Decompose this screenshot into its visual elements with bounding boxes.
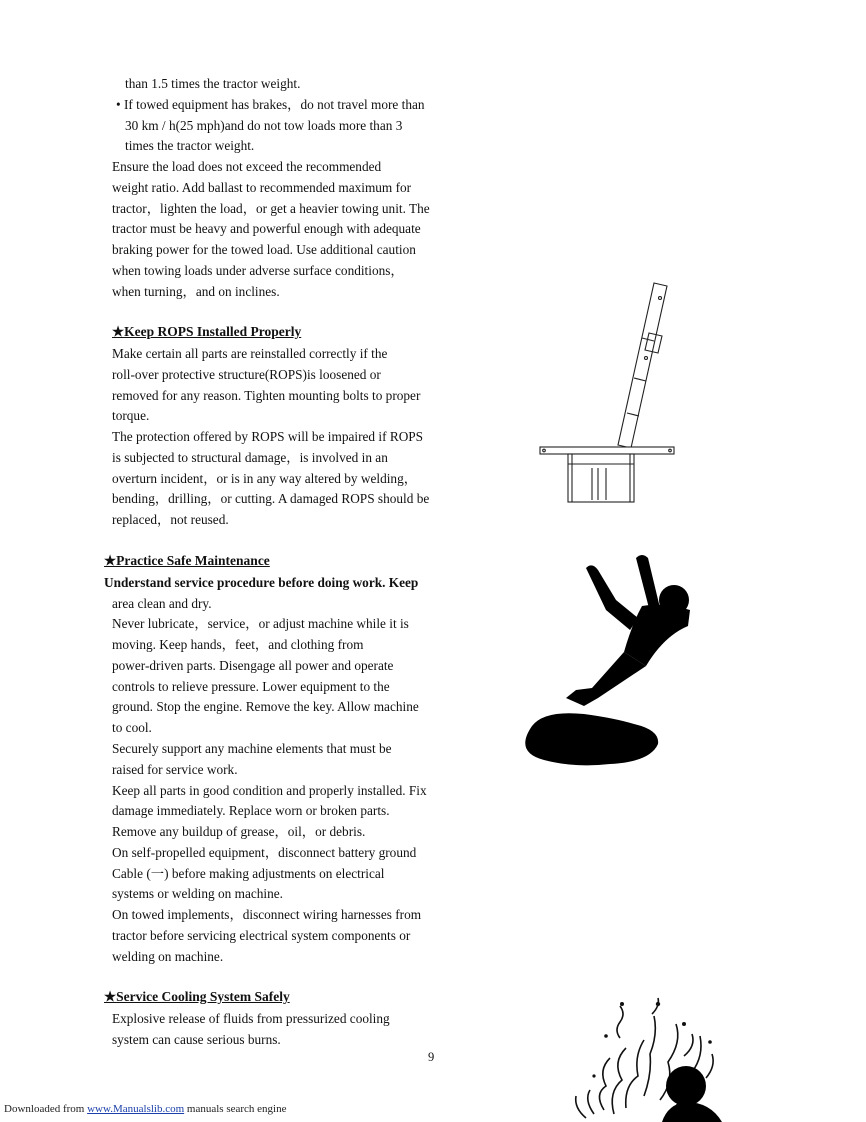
- download-footer: [4, 1103, 286, 1115]
- text-line: On self-propelled equipment，disconnect battery ground: [112, 845, 417, 860]
- text-line: Explosive release of fluids from pressurized cooling: [112, 1011, 390, 1026]
- text-line: bending，drilling，or cutting. A damaged ROPS should be: [112, 491, 430, 506]
- text-line: Cable (一) before making adjustments on electrical: [112, 866, 385, 881]
- text-line: On towed implements，disconnect wiring harnesses from: [112, 907, 422, 922]
- text-line: removed for any reason. Tighten mounting bolts to proper: [112, 388, 421, 403]
- text-line: to cool.: [112, 720, 152, 735]
- text-line: when towing loads under adverse surface conditions，: [112, 263, 404, 278]
- text-line: torque.: [112, 408, 150, 423]
- text-line: overturn incident，or is in any way altered by welding，: [112, 471, 418, 486]
- footer-prefix: Downloaded from: [4, 1103, 85, 1115]
- text-line: raised for service work.: [112, 762, 238, 777]
- text-line: Remove any buildup of grease，oil，or debris.: [112, 824, 366, 839]
- text-line: Ensure the load does not exceed the recommended: [112, 159, 382, 174]
- text-line: moving. Keep hands，feet，and clothing from: [112, 637, 364, 652]
- section-heading-maintenance: ★Practice Safe Maintenance: [104, 553, 270, 568]
- text-line: system can cause serious burns.: [112, 1032, 281, 1047]
- text-line: systems or welding on machine.: [112, 886, 283, 901]
- text-line: tractor，lighten the load，or get a heavier towing unit. The: [112, 201, 430, 216]
- text-line: times the tractor weight.: [125, 138, 255, 153]
- text-line: when turning，and on inclines.: [112, 284, 280, 299]
- text-line: 30 km / h(25 mph)and do not tow loads more than 3: [125, 118, 403, 133]
- text-line: damage immediately. Replace worn or broken parts.: [112, 803, 390, 818]
- text-line: weight ratio. Add ballast to recommended maximum for: [112, 180, 412, 195]
- text-line: roll-over protective structure(ROPS)is loosened or: [112, 367, 381, 382]
- bullet-line: • If towed equipment has brakes，do not travel more than: [116, 97, 425, 112]
- footer-suffix: manuals search engine: [186, 1103, 287, 1115]
- rops-frame-illustration: [534, 278, 680, 510]
- slip-fall-illustration: [514, 548, 696, 774]
- text-line: controls to relieve pressure. Lower equipment to the: [112, 679, 390, 694]
- text-line: Make certain all parts are reinstalled correctly if the: [112, 346, 388, 361]
- section-heading-rops: ★Keep ROPS Installed Properly: [112, 324, 302, 339]
- section-heading-cooling: ★Service Cooling System Safely: [104, 989, 290, 1004]
- text-line: ground. Stop the engine. Remove the key. Allow machine: [112, 699, 419, 714]
- text-line: tractor must be heavy and powerful enough with adequate: [112, 221, 421, 236]
- text-line: tractor before servicing electrical system components or: [112, 928, 411, 943]
- text-line: power-driven parts. Disengage all power and operate: [112, 658, 394, 673]
- text-line: braking power for the towed load. Use additional caution: [112, 242, 416, 257]
- text-line: replaced，not reused.: [112, 512, 229, 527]
- text-line: area clean and dry.: [112, 596, 212, 611]
- lead-line: Understand service procedure before doing work. Keep: [104, 575, 419, 590]
- steam-burst-illustration: [564, 996, 732, 1122]
- page-number: 9: [428, 1050, 435, 1064]
- manualslib-link[interactable]: www.Manualslib.com: [87, 1103, 185, 1115]
- text-line: Never lubricate，service，or adjust machine while it is: [112, 616, 409, 631]
- text-line: Keep all parts in good condition and properly installed. Fix: [112, 783, 427, 798]
- text-line: is subjected to structural damage，is involved in an: [112, 450, 388, 465]
- text-line: Securely support any machine elements that must be: [112, 741, 392, 756]
- text-line: than 1.5 times the tractor weight.: [125, 76, 301, 91]
- text-line: The protection offered by ROPS will be impaired if ROPS: [112, 429, 424, 444]
- text-line: welding on machine.: [112, 949, 224, 964]
